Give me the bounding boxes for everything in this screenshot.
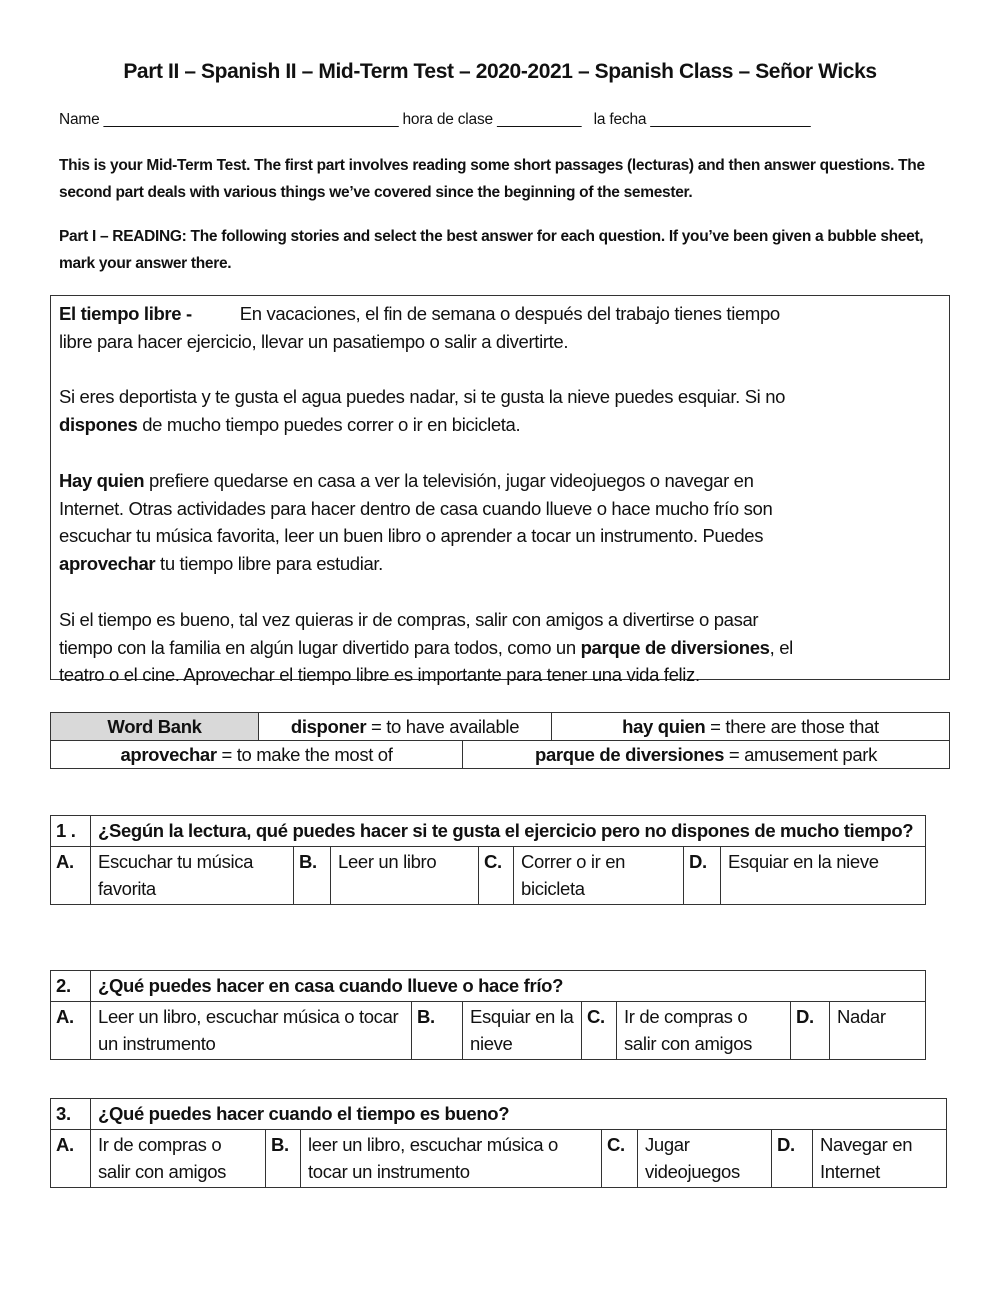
answer-option[interactable]: Nadar xyxy=(830,1001,926,1059)
answer-option[interactable]: Navegar en Internet xyxy=(813,1129,947,1187)
option-letter[interactable]: D. xyxy=(772,1129,813,1187)
passage-text: , el xyxy=(769,636,793,658)
passage-text: de mucho tiempo puedes correr o ir en bicicleta. xyxy=(137,414,521,436)
passage-line xyxy=(59,606,941,634)
passage-line xyxy=(59,522,941,550)
bold-term: El tiempo libre - xyxy=(59,303,192,324)
fecha-blank[interactable]: ___________________ xyxy=(650,111,811,128)
question-text: ¿Qué puedes hacer en casa cuando llueve o hace frío? xyxy=(91,971,926,1002)
option-letter[interactable]: A. xyxy=(51,846,91,904)
paragraph-gap xyxy=(59,356,941,384)
answer-option[interactable]: Esquiar en la nieve xyxy=(463,1001,582,1059)
fecha-label: la fecha xyxy=(593,111,647,128)
passage-line xyxy=(59,467,941,495)
passage-line xyxy=(59,634,941,662)
answer-option[interactable]: Esquiar en la nieve xyxy=(721,846,926,904)
passage-text: teatro o el cine. Aprovechar el tiempo libre es importante para tener una vida feliz. xyxy=(59,664,700,686)
option-letter[interactable]: B. xyxy=(412,1001,463,1059)
bold-term: dispones xyxy=(59,414,138,436)
option-letter[interactable]: B. xyxy=(294,846,331,904)
reading-instructions: Part I – READING: The following stories and select the best answer for each question. If you’ve been given a bubble sheet, mark your answer there. xyxy=(59,228,924,272)
passage-line xyxy=(59,550,941,578)
passage-line xyxy=(59,328,941,356)
page-title: Part II – Spanish II – Mid-Term Test – 2020-2021 – Spanish Class – Señor Wicks xyxy=(123,60,877,83)
answer-option[interactable]: Leer un libro xyxy=(331,846,479,904)
bold-term: parque de diversiones xyxy=(580,636,770,658)
option-letter[interactable]: A. xyxy=(51,1129,91,1187)
passage-text: tu tiempo libre para estudiar. xyxy=(155,553,383,575)
option-letter[interactable]: D. xyxy=(791,1001,830,1059)
answer-option[interactable]: Correr o ir en bicicleta xyxy=(514,846,684,904)
answer-option[interactable]: leer un libro, escuchar música o tocar un instrumento xyxy=(301,1129,602,1187)
hora-label: hora de clase xyxy=(402,111,493,128)
answer-option[interactable]: Escuchar tu música favorita xyxy=(91,846,294,904)
answer-option[interactable]: Ir de compras o salir con amigos xyxy=(617,1001,791,1059)
word-bank-entry: disponer = to have available xyxy=(259,713,552,741)
option-letter[interactable]: C. xyxy=(582,1001,617,1059)
question-number: 2. xyxy=(51,971,91,1002)
passage-text: Internet. Otras actividades para hacer dentro de casa cuando llueve o hace mucho frío son xyxy=(59,497,773,519)
passage-text: prefiere quedarse en casa a ver la televisión, jugar videojuegos o navegar en xyxy=(144,469,754,491)
passage-line xyxy=(59,661,941,689)
passage-text: En vacaciones, el fin de semana o después del trabajo tienes tiempo xyxy=(191,303,780,324)
question-3 xyxy=(50,1098,947,1188)
bold-term: Hay quien xyxy=(59,469,145,491)
option-letter[interactable]: D. xyxy=(684,846,721,904)
passage-line xyxy=(59,383,941,411)
paragraph-gap xyxy=(59,439,941,467)
name-label: Name xyxy=(59,111,100,128)
option-letter[interactable]: C. xyxy=(602,1129,638,1187)
name-blank[interactable]: ___________________________________ xyxy=(103,111,399,128)
passage-text: escuchar tu música favorita, leer un buen libro o aprender a tocar un instrumento. Puedes xyxy=(59,525,764,547)
question-number: 3. xyxy=(51,1099,91,1130)
option-letter[interactable]: C. xyxy=(479,846,514,904)
word-bank-entry: hay quien = there are those that xyxy=(552,713,950,741)
question-text: ¿Según la lectura, qué puedes hacer si te gusta el ejercicio pero no dispones de mucho tiempo? xyxy=(91,816,926,847)
passage-text: Si el tiempo es bueno, tal vez quieras ir de compras, salir con amigos a divertirse o pasar xyxy=(59,608,759,630)
question-2 xyxy=(50,970,926,1060)
passage-text: tiempo con la familia en algún lugar divertido para todos, como un xyxy=(59,636,581,658)
option-letter[interactable]: A. xyxy=(51,1001,91,1059)
student-info-line xyxy=(59,111,810,129)
question-number: 1 . xyxy=(51,816,91,847)
answer-option[interactable]: Ir de compras o salir con amigos xyxy=(91,1129,266,1187)
reading-passage xyxy=(50,295,950,686)
paragraph-gap xyxy=(59,578,941,606)
word-bank-entry: parque de diversiones = amusement park xyxy=(463,741,950,769)
word-bank-entry: aprovechar = to make the most of xyxy=(51,741,463,769)
passage-text: Si eres deportista y te gusta el agua puedes nadar, si te gusta la nieve puedes esquiar. Si no xyxy=(59,386,786,408)
passage-line xyxy=(59,495,941,523)
test-instructions: This is your Mid-Term Test. The first part involves reading some short passages (lecturas) and then answer questions. The second part deals with various things we’ve covered since the beginning of the semester. xyxy=(59,157,925,201)
passage-line xyxy=(59,300,941,328)
bold-term: aprovechar xyxy=(59,553,156,575)
hora-blank[interactable]: __________ xyxy=(497,111,582,128)
question-text: ¿Qué puedes hacer cuando el tiempo es bueno? xyxy=(91,1099,947,1130)
passage-text: libre para hacer ejercicio, llevar un pasatiempo o salir a divertirte. xyxy=(59,330,569,352)
passage-line xyxy=(59,411,941,439)
option-letter[interactable]: B. xyxy=(266,1129,301,1187)
answer-option[interactable]: Leer un libro, escuchar música o tocar un instrumento xyxy=(91,1001,412,1059)
question-1 xyxy=(50,815,926,905)
word-bank-heading: Word Bank xyxy=(51,713,259,741)
answer-option[interactable]: Jugar videojuegos xyxy=(638,1129,772,1187)
word-bank xyxy=(50,712,950,769)
